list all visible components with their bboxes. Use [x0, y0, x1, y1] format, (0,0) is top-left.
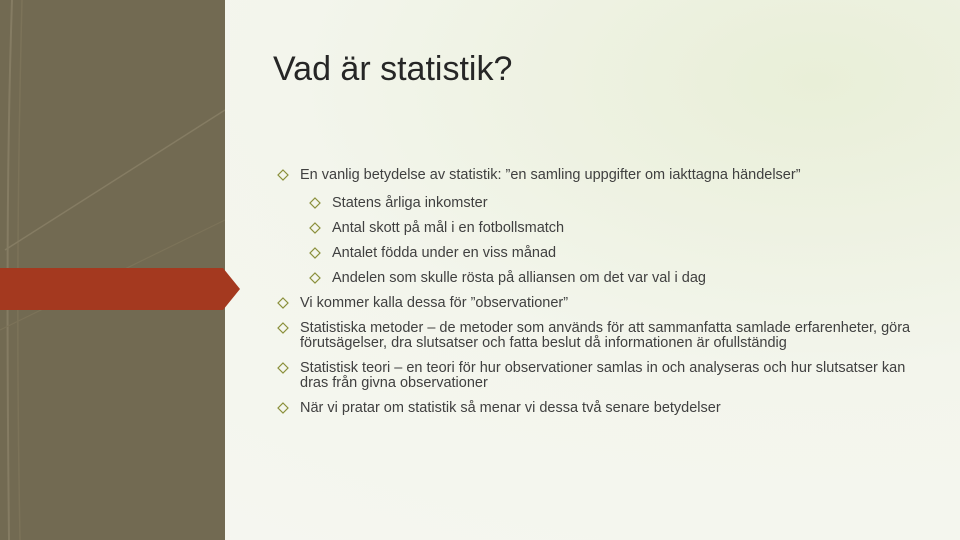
diamond-outline-icon [309, 247, 321, 259]
bullet-text: Statistiska metoder – de metoder som används för att sammanfatta samlade erfarenheter, göra förutsägelser, dra slutsatser och fatta beslut då informationen är ofullständig [300, 320, 911, 351]
diamond-outline-icon [277, 322, 289, 334]
diamond-outline-icon [309, 272, 321, 284]
bullet-text: Andelen som skulle rösta på alliansen om det var val i dag [332, 270, 706, 286]
bullet-text: En vanlig betydelse av statistik: ”en samling uppgifter om iakttagna händelser” [300, 167, 801, 183]
accent-tab [0, 268, 240, 310]
diamond-outline-icon [277, 297, 289, 309]
bullet-text: Statens årliga inkomster [332, 195, 488, 211]
bullet-text: Statistisk teori – en teori för hur observationer samlas in och analyseras och hur slutsatser kan dras från givna observationer [300, 360, 906, 391]
bullet-item [273, 361, 913, 391]
bullet-text: Vi kommer kalla dessa för ”observationer” [300, 295, 569, 311]
sub-bullet-item [305, 221, 913, 236]
bullet-item [273, 401, 913, 416]
diamond-outline-icon [309, 222, 321, 234]
diamond-outline-icon [309, 197, 321, 209]
sub-bullet-item [305, 246, 913, 261]
bullet-list [273, 168, 913, 416]
bullet-item [273, 296, 913, 311]
diamond-outline-icon [277, 362, 289, 374]
bullet-text: Antal skott på mål i en fotbollsmatch [332, 220, 565, 236]
slide-title: Vad är statistik? [273, 50, 513, 88]
bullet-text: Antalet födda under en viss månad [332, 245, 557, 261]
bullet-item [273, 168, 913, 183]
diamond-outline-icon [277, 402, 289, 414]
sub-bullet-item [305, 196, 913, 211]
bullet-item [273, 321, 913, 351]
diamond-outline-icon [277, 169, 289, 181]
sub-bullet-item [305, 271, 913, 286]
bullet-text: När vi pratar om statistik så menar vi dessa två senare betydelser [300, 400, 721, 416]
